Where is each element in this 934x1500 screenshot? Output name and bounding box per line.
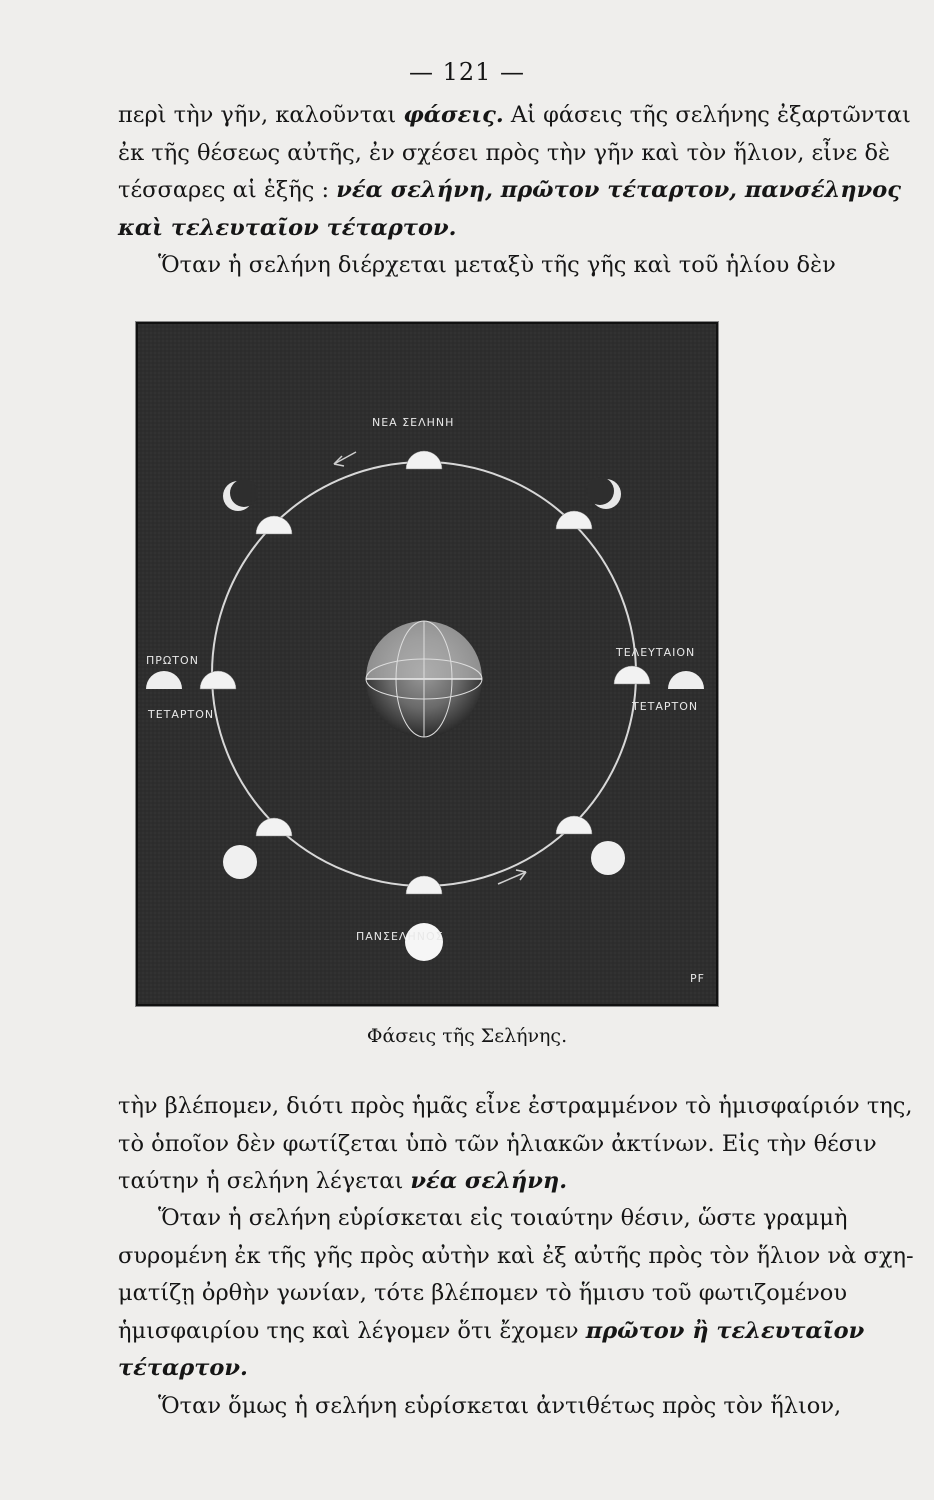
label-last-quarter: ΤΕΤΑΡΤΟΝ	[632, 700, 699, 713]
label-new-moon: ΝΕΑ ΣΕΛΗΝΗ	[372, 416, 455, 429]
text-line: τὴν βλέπομεν, διότι πρὸς ἡμᾶς εἶνε ἐστραμμένον τὸ ἡμισφαίριόν της,	[118, 1093, 913, 1119]
artist-signature: PF	[690, 972, 705, 985]
text-line: τέσσαρες αἱ ἑξῆς : νέα σελήνη, πρῶτον τέταρτον, πανσέληνος	[118, 177, 901, 203]
text-line: περὶ τὴν γῆν, καλοῦνται φάσεις. Αἱ φάσεις τῆς σελήνης ἐξαρτῶνται	[118, 102, 911, 128]
earth-icon	[366, 621, 482, 737]
text-line: Ὅταν ὅμως ἡ σελήνη εὑρίσκεται ἀντιθέτως πρὸς τὸν ἥλιον,	[158, 1393, 842, 1419]
text-line: ματίζῃ ὀρθὴν γωνίαν, τότε βλέπομεν τὸ ἥμισυ τοῦ φωτιζομένου	[118, 1280, 848, 1306]
paragraph-3	[118, 1088, 913, 1201]
moon-phases-figure	[136, 322, 718, 1006]
text-line: συρομένη ἐκ τῆς γῆς πρὸς αὐτὴν καὶ ἐξ αὐτῆς πρὸς τὸν ἥλιον νὰ σχη-	[118, 1242, 914, 1269]
text-line: Ὅταν ἡ σελήνη διέρχεται μεταξὺ τῆς γῆς καὶ τοῦ ἡλίου δὲν	[158, 252, 836, 278]
figure-caption: Φάσεις τῆς Σελήνης.	[366, 1025, 568, 1047]
paragraph-5	[118, 1388, 842, 1426]
text-line: ἡμισφαιρίου της καὶ λέγομεν ὅτι ἔχομεν πρῶτον ἢ τελευταῖον	[118, 1317, 865, 1344]
text-line: Ὅταν ἡ σελήνη εὑρίσκεται εἰς τοιαύτην θέσιν, ὥστε γραμμὴ	[158, 1205, 848, 1231]
label-full-moon: ΠΑΝΣΕΛΗΝΟΣ	[356, 930, 444, 943]
text-line: τὸ ὁποῖον δὲν φωτίζεται ὑπὸ τῶν ἡλιακῶν ἀκτίνων. Εἰς τὴν θέσιν	[118, 1130, 877, 1157]
paragraph-4	[118, 1200, 914, 1388]
paragraph-2	[118, 247, 836, 285]
text-line: τέταρτον.	[118, 1355, 248, 1381]
page-number: — 121 —	[408, 58, 526, 86]
label-first-quarter: ΤΕΤΑΡΤΟΝ	[148, 708, 215, 721]
label-first: ΠΡΩΤΟΝ	[146, 654, 199, 667]
paragraph-1	[118, 97, 911, 247]
text-line: καὶ τελευταῖον τέταρτον.	[118, 214, 457, 241]
text-line: ἐκ τῆς θέσεως αὐτῆς, ἐν σχέσει πρὸς τὴν γῆν καὶ τὸν ἥλιον, εἶνε δὲ	[118, 139, 891, 166]
label-last: ΤΕΛΕΥΤΑΙΟΝ	[616, 646, 696, 659]
text-line: ταύτην ἡ σελήνη λέγεται νέα σελήνη.	[118, 1168, 568, 1194]
